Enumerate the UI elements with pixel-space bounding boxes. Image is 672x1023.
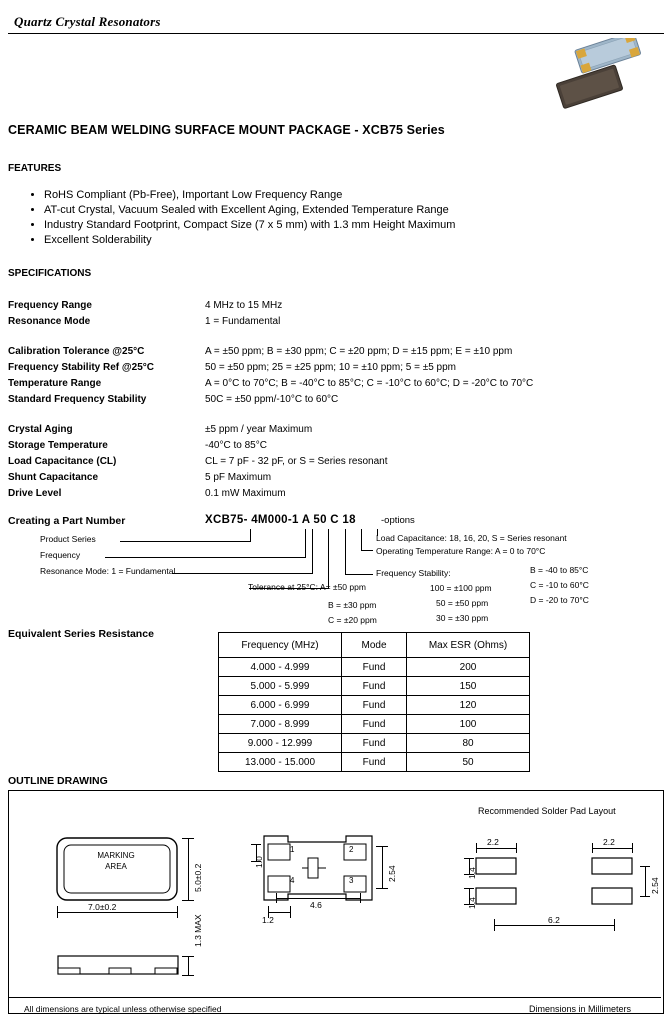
dim-tick — [177, 906, 178, 918]
cell-mode: Fund — [342, 753, 407, 772]
table-header-row — [219, 633, 530, 658]
dim-sp-1-4-a: 1.4 — [467, 867, 477, 879]
spec-label: Load Capacitance (CL) — [8, 456, 117, 467]
dim-pad-2-54: 2.54 — [387, 865, 397, 882]
page-header-title: Quartz Crystal Resonators — [14, 14, 161, 29]
marking-line-2: AREA — [105, 862, 127, 871]
dim-tick — [632, 843, 633, 853]
dim-line — [494, 925, 614, 926]
pin-3-label: 3 — [349, 876, 354, 885]
cell-esr: 100 — [407, 715, 530, 734]
list-item: • Industry Standard Footprint, Compact Size (7 x 5 mm) with 1.3 mm Height Maximum — [44, 218, 630, 233]
dim-line — [592, 848, 632, 849]
leader-line — [105, 557, 305, 558]
pn-callout-resonance-mode: Resonance Mode: 1 = Fundamental — [40, 566, 176, 576]
pn-callout-operating-temp: Operating Temperature Range: A = 0 to 70°C — [376, 546, 546, 556]
pn-callout-frequency: Frequency — [40, 550, 81, 560]
dim-pad-1-0: 1.0 — [254, 856, 264, 868]
outline-footer-right: Dimensions in Millimeters — [529, 1004, 632, 1014]
dim-tick — [182, 975, 194, 976]
spec-label: Temperature Range — [8, 378, 102, 389]
outline-footer-divider — [9, 997, 661, 998]
dim-pad-1-2: 1.2 — [262, 915, 274, 925]
dim-tick — [57, 906, 58, 918]
table-row — [219, 677, 530, 696]
dim-tick — [464, 858, 474, 859]
cell-frequency: 5.000 - 5.999 — [219, 677, 342, 696]
dim-line — [476, 848, 516, 849]
cell-mode: Fund — [342, 715, 407, 734]
package-side-view — [57, 955, 179, 981]
outline-heading: OUTLINE DRAWING — [8, 775, 108, 787]
dim-tick — [182, 956, 194, 957]
dim-sp-2-54: 2.54 — [650, 877, 660, 894]
dim-line — [645, 866, 646, 896]
package-bottom-view — [262, 834, 374, 902]
dim-tick — [476, 843, 477, 853]
list-item: • Excellent Solderability — [44, 233, 630, 248]
dim-tick — [276, 893, 277, 903]
dim-line — [276, 898, 360, 899]
leader-line — [361, 529, 362, 551]
cell-frequency: 4.000 - 4.999 — [219, 658, 342, 677]
marking-area-label — [76, 850, 156, 872]
pn-optemp-option-d: D = -20 to 70°C — [530, 595, 589, 605]
leader-line — [361, 550, 373, 551]
spec-value: ±5 ppm / year Maximum — [205, 424, 313, 435]
outline-footer-left: All dimensions are typical unless otherwise specified — [24, 1004, 222, 1014]
leader-line — [250, 529, 251, 542]
dim-tick — [290, 906, 291, 918]
leader-line — [120, 541, 250, 542]
leader-line — [172, 573, 312, 574]
cell-mode: Fund — [342, 734, 407, 753]
leader-line — [345, 574, 373, 575]
dim-sp-1-4-b: 1.4 — [467, 897, 477, 909]
header-divider — [8, 33, 664, 34]
pn-optemp-option-b: B = -40 to 85°C — [530, 565, 589, 575]
dim-tick — [251, 844, 261, 845]
dim-tick — [376, 888, 388, 889]
spec-value: A = 0°C to 70°C; B = -40°C to 85°C; C = -10°C to 60°C; D = -20°C to 70°C — [205, 378, 534, 389]
spec-value: 0.1 mW Maximum — [205, 488, 286, 499]
table-row — [219, 753, 530, 772]
esr-heading: Equivalent Series Resistance — [8, 628, 154, 640]
pin-2-label: 2 — [349, 845, 354, 854]
dim-sp-2-2-a: 2.2 — [487, 837, 499, 847]
column-header-max-esr: Max ESR (Ohms) — [407, 633, 530, 658]
spec-label: Shunt Capacitance — [8, 472, 99, 483]
dim-tick — [360, 893, 361, 903]
pn-tolerance-option-b: B = ±30 ppm — [328, 600, 377, 610]
pin-4-label: 4 — [290, 876, 295, 885]
specifications-heading: SPECIFICATIONS — [8, 268, 92, 279]
pin-1-label: 1 — [290, 845, 295, 854]
cell-esr: 200 — [407, 658, 530, 677]
cell-mode: Fund — [342, 696, 407, 715]
spec-value: 1 = Fundamental — [205, 316, 281, 327]
spec-value: 5 pF Maximum — [205, 472, 272, 483]
dim-sp-6-2: 6.2 — [548, 915, 560, 925]
features-heading: FEATURES — [8, 163, 62, 174]
pn-callout-load-capacitance: Load Capacitance: 18, 16, 20, S = Series resonant — [376, 533, 567, 543]
dim-tick — [182, 838, 194, 839]
table-row — [219, 715, 530, 734]
cell-frequency: 6.000 - 6.999 — [219, 696, 342, 715]
dim-line — [268, 912, 290, 913]
spec-label: Storage Temperature — [8, 440, 108, 451]
dim-tick — [182, 900, 194, 901]
pn-callout-stability: Frequency Stability: — [376, 568, 451, 578]
dim-tick — [614, 919, 615, 931]
spec-label: Frequency Range — [8, 300, 92, 311]
recommended-pad-label: Recommended Solder Pad Layout — [478, 806, 616, 816]
dim-tick — [640, 896, 650, 897]
leader-line — [345, 529, 346, 574]
dim-tick — [516, 843, 517, 853]
spec-value: 50C = ±50 ppm/-10°C to 60°C — [205, 394, 339, 405]
dim-tick — [464, 888, 474, 889]
dim-line — [188, 956, 189, 976]
dim-width: 7.0±0.2 — [85, 902, 119, 912]
cell-frequency: 13.000 - 15.000 — [219, 753, 342, 772]
solder-pad-layout — [474, 856, 644, 908]
column-header-mode: Mode — [342, 633, 407, 658]
spec-value: A = ±50 ppm; B = ±30 ppm; C = ±20 ppm; D = ±15 ppm; E = ±10 ppm — [205, 346, 513, 357]
spec-value: 4 MHz to 15 MHz — [205, 300, 283, 311]
spec-label: Calibration Tolerance @25°C — [8, 346, 145, 357]
dim-line — [188, 838, 189, 900]
pn-stability-option-50: 50 = ±50 ppm — [436, 598, 489, 608]
dim-height: 5.0±0.2 — [193, 863, 203, 892]
dim-tick — [376, 846, 388, 847]
dim-sp-2-2-b: 2.2 — [603, 837, 615, 847]
pn-callout-product-series: Product Series — [40, 534, 96, 544]
pn-tolerance-option-c: C = ±20 ppm — [328, 615, 377, 625]
cell-mode: Fund — [342, 658, 407, 677]
list-item: • RoHS Compliant (Pb-Free), Important Low Frequency Range — [44, 188, 630, 203]
pn-optemp-option-c: C = -10 to 60°C — [530, 580, 589, 590]
marking-line-1: MARKING — [97, 851, 135, 860]
cell-esr: 50 — [407, 753, 530, 772]
dim-tick — [592, 843, 593, 853]
pn-stability-option-100: 100 = ±100 ppm — [430, 583, 492, 593]
list-item: • AT-cut Crystal, Vacuum Sealed with Excellent Aging, Extended Temperature Range — [44, 203, 630, 218]
leader-line — [305, 529, 306, 558]
spec-value: -40°C to 85°C — [205, 440, 267, 451]
dim-line — [382, 846, 383, 888]
spec-value: CL = 7 pF - 32 pF, or S = Series resonant — [205, 456, 388, 467]
features-list — [30, 188, 630, 248]
spec-label: Crystal Aging — [8, 424, 73, 435]
cell-frequency: 9.000 - 12.999 — [219, 734, 342, 753]
leader-line — [328, 529, 329, 589]
cell-frequency: 7.000 - 8.999 — [219, 715, 342, 734]
column-header-frequency: Frequency (MHz) — [219, 633, 342, 658]
dim-tick — [494, 919, 495, 931]
cell-esr: 120 — [407, 696, 530, 715]
esr-table — [218, 632, 530, 772]
part-number-heading: Creating a Part Number — [8, 515, 126, 527]
pn-stability-option-30: 30 = ±30 ppm — [436, 613, 489, 623]
cell-mode: Fund — [342, 677, 407, 696]
spec-label: Drive Level — [8, 488, 62, 499]
dim-thickness: 1.3 MAX — [193, 914, 203, 947]
cell-esr: 150 — [407, 677, 530, 696]
dim-pad-4-6: 4.6 — [310, 900, 322, 910]
page-title: CERAMIC BEAM WELDING SURFACE MOUNT PACKAGE - XCB75 Series — [8, 123, 445, 137]
table-row — [219, 696, 530, 715]
part-number-options: -options — [381, 515, 415, 526]
leader-line — [312, 529, 313, 574]
product-photo — [540, 38, 660, 116]
cell-esr: 80 — [407, 734, 530, 753]
spec-label: Resonance Mode — [8, 316, 91, 327]
spec-label: Standard Frequency Stability — [8, 394, 147, 405]
dim-tick — [640, 866, 650, 867]
part-number-code: XCB75- 4M000-1 A 50 C 18 — [205, 514, 356, 526]
spec-label: Frequency Stability Ref @25°C — [8, 362, 155, 373]
dim-line — [57, 912, 177, 913]
table-row — [219, 658, 530, 677]
pn-callout-tolerance: Tolerance at 25°C: A= ±50 ppm — [248, 582, 366, 592]
spec-value: 50 = ±50 ppm; 25 = ±25 ppm; 10 = ±10 ppm; 5 = ±5 ppm — [205, 362, 456, 373]
table-row — [219, 734, 530, 753]
